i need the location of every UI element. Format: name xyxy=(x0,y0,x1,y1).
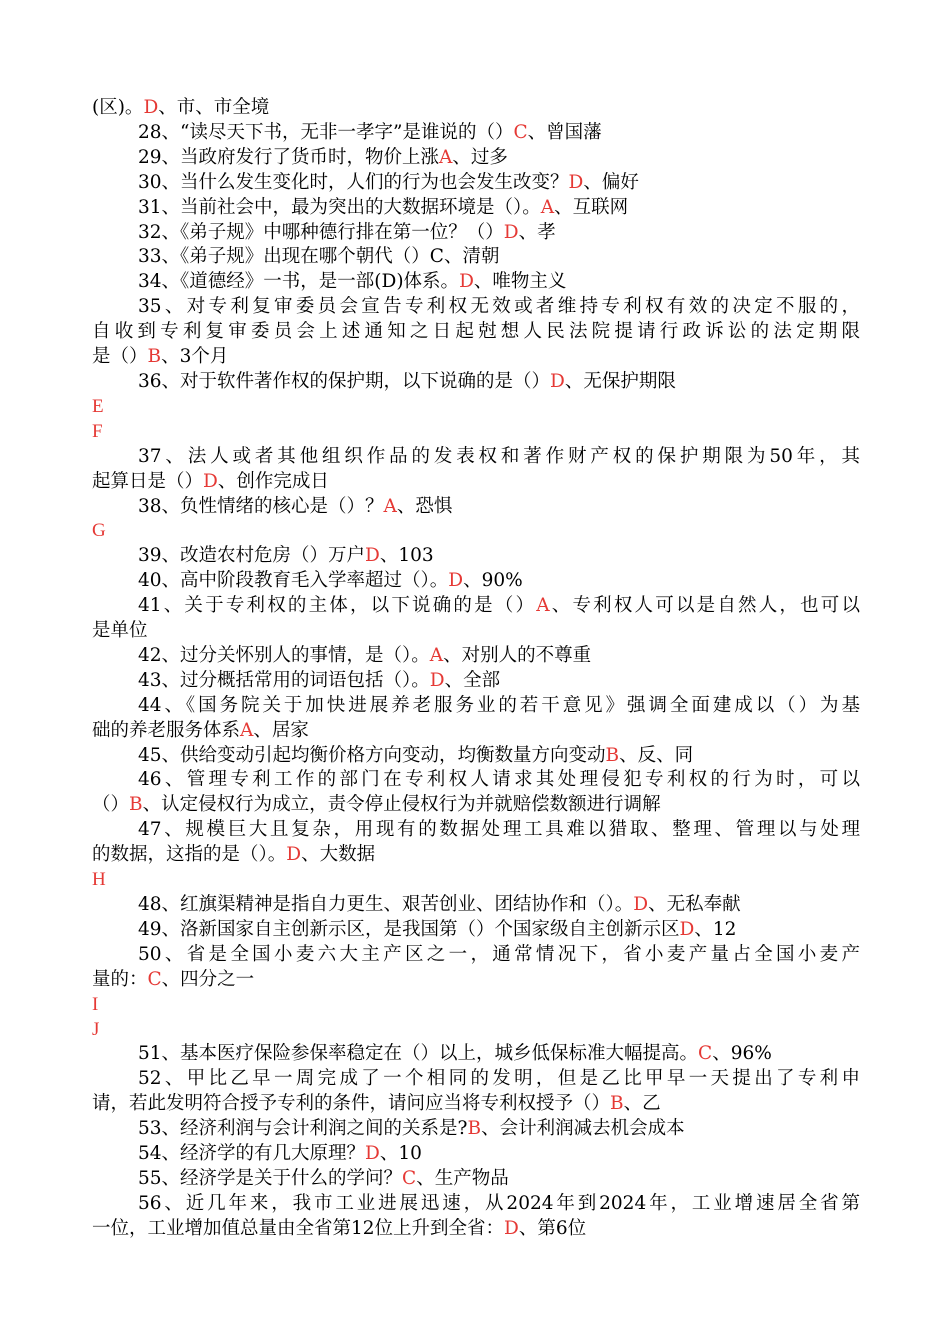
answer-letter: D xyxy=(429,669,445,691)
question-text: 56、近几年来，我市工业进展迅速，从2024年到2024年，工业增速居全省第 xyxy=(138,1192,860,1214)
question-line xyxy=(92,943,860,968)
answer-letter: C xyxy=(698,1043,713,1065)
question-text: 29、当政府发行了货币时，物价上涨 xyxy=(138,146,440,168)
answer-text: 、103 xyxy=(379,545,434,567)
answer-text: 、创作完成日 xyxy=(217,470,329,492)
answer-text: 、曾国藩 xyxy=(527,121,602,143)
answer-letter: D xyxy=(503,221,519,243)
question-line xyxy=(92,594,860,619)
question-text: 39、改造农村危房（）万户 xyxy=(138,545,366,567)
question-text: 47、规模巨大且复杂，用现有的数据处理工具难以猎取、整理、管理以与处理 xyxy=(138,819,860,841)
answer-letter: B xyxy=(129,794,143,816)
question-text: 55、经济学是关于什么的学问？ xyxy=(138,1167,403,1189)
question-text: 54、经济学的有几大原理？ xyxy=(138,1143,366,1165)
question-line xyxy=(92,1117,860,1142)
question-line xyxy=(92,744,860,769)
answer-letter: D xyxy=(633,894,649,915)
answer-letter: A xyxy=(536,595,550,617)
answer-letter: D xyxy=(459,271,474,293)
answer-text: 、无保护期限 xyxy=(564,370,676,392)
answer-letter: D xyxy=(203,470,218,492)
answer-text: 、认定侵权行为成立，责令停止侵权行为并就赔偿数额进行调解 xyxy=(142,794,661,816)
question-line xyxy=(92,470,860,495)
section-letter xyxy=(92,868,860,893)
section-letter-text: J xyxy=(92,1018,100,1040)
question-line xyxy=(92,918,860,943)
answer-text: 、全部 xyxy=(444,669,501,691)
answer-text: 、90% xyxy=(463,570,523,592)
section-letter-text: I xyxy=(92,993,99,1015)
question-line xyxy=(92,445,860,470)
question-line xyxy=(92,619,860,644)
answer-text: 、对别人的不尊重 xyxy=(443,644,592,666)
question-line xyxy=(92,719,860,744)
answer-letter: D xyxy=(504,1217,519,1239)
answer-letter: A xyxy=(383,495,397,517)
section-letter-text: E xyxy=(92,395,104,417)
question-text: （） xyxy=(92,794,130,816)
question-text: 40、高中阶段教育毛入学率超过（）。 xyxy=(138,570,449,592)
question-text: 31、当前社会中，最为突出的大数据环境是（）。 xyxy=(138,196,541,218)
answer-text: 、10 xyxy=(379,1143,422,1165)
question-text: 49、洛新国家自主创新示区，是我国第（）个国家级自主创新示区 xyxy=(138,918,680,940)
question-text: 53、经济利润与会计利润之间的关系是? xyxy=(138,1118,468,1140)
question-text: 28、“读尽天下书，无非一孝字”是谁说的（） xyxy=(138,121,514,143)
question-text: 起算日是（） xyxy=(92,470,204,492)
question-line xyxy=(92,196,860,221)
question-text: 34、《道德经》一书，是一部(D)体系。 xyxy=(138,271,460,293)
question-line xyxy=(92,121,860,146)
question-line xyxy=(92,694,860,719)
answer-text: 、会计利润减去机会成本 xyxy=(481,1118,685,1140)
answer-text: 、过多 xyxy=(452,146,508,168)
question-line xyxy=(92,320,860,345)
section-letter xyxy=(92,395,860,420)
answer-text: 、孝 xyxy=(518,221,556,243)
question-line xyxy=(92,370,860,395)
question-text: 43、过分概括常用的词语包括（）。 xyxy=(138,669,430,691)
question-line xyxy=(92,96,860,121)
question-line xyxy=(92,569,860,594)
question-text: 38、负性情绪的核心是（）？ xyxy=(138,495,384,517)
section-letter-text: H xyxy=(92,869,106,891)
question-line xyxy=(92,1167,860,1192)
section-letter xyxy=(92,993,860,1018)
question-line xyxy=(92,544,860,569)
question-text: 48、红旗渠精神是指自力更生、艰苦创业、团结协作和（）。 xyxy=(138,894,634,915)
question-text: 42、过分关怀别人的事情，是（）。 xyxy=(138,644,430,666)
question-text: 一位，工业增加值总量由全省第12位上升到全省： xyxy=(92,1217,505,1239)
document-body xyxy=(92,96,860,1242)
question-text: 50、省是全国小麦六大主产区之一，通常情况下，省小麦产量占全国小麦产 xyxy=(138,943,860,965)
question-text: 请，若此发明符合授予专利的条件，请问应当将专利权授予（） xyxy=(92,1093,611,1115)
question-text: 30、当什么发生变化时，人们的行为也会发生改变？ xyxy=(138,171,569,193)
question-text: 41、关于专利权的主体，以下说确的是（） xyxy=(138,595,537,617)
question-line xyxy=(92,818,860,843)
question-line xyxy=(92,644,860,669)
answer-letter: A xyxy=(439,146,453,168)
answer-letter: B xyxy=(467,1118,482,1140)
answer-text: 、12 xyxy=(694,918,737,940)
question-text: 是（） xyxy=(92,346,148,368)
answer-text: 、恐惧 xyxy=(396,495,453,517)
answer-letter: D xyxy=(550,370,565,392)
question-text: 量的： xyxy=(92,968,148,990)
answer-letter: C xyxy=(513,121,528,143)
answer-text: 、大数据 xyxy=(301,844,376,866)
answer-text: 、市、市全境 xyxy=(158,97,270,118)
answer-letter: C xyxy=(147,968,162,990)
answer-text: 、3个月 xyxy=(161,346,229,368)
section-letter-text: G xyxy=(92,520,106,542)
question-line xyxy=(92,495,860,520)
answer-letter: D xyxy=(286,844,302,866)
question-text: 46、管理专利工作的部门在专利权人请求其处理侵犯专利权的行为时，可以 xyxy=(138,769,860,791)
question-line xyxy=(92,1042,860,1067)
answer-letter: D xyxy=(143,97,159,118)
question-text: 是单位 xyxy=(92,620,148,642)
answer-text: 、无私奉献 xyxy=(648,894,741,915)
question-line xyxy=(92,669,860,694)
section-letter xyxy=(92,420,860,445)
answer-letter: C xyxy=(402,1167,417,1189)
question-line xyxy=(92,968,860,993)
question-text: 础的养老服务体系 xyxy=(92,719,241,741)
section-letter xyxy=(92,519,860,544)
question-line xyxy=(92,1092,860,1117)
question-line xyxy=(92,295,860,320)
answer-text: 、居家 xyxy=(253,719,309,741)
question-text: 51、基本医疗保险参保率稳定在（）以上，城乡低保标准大幅提高。 xyxy=(138,1043,699,1065)
question-line xyxy=(92,793,860,818)
answer-text: 、专利权人可以是自然人，也可以 xyxy=(549,595,860,617)
answer-letter: A xyxy=(240,719,254,741)
answer-letter: D xyxy=(365,1143,380,1165)
question-line xyxy=(92,221,860,246)
question-text: 37、法人或者其他组织作品的发表权和著作财产权的保护期限为50年，其 xyxy=(138,445,860,467)
answer-text: 、96% xyxy=(712,1043,772,1065)
question-text: 36、对于软件著作权的保护期，以下说确的是（） xyxy=(138,370,551,392)
answer-letter: B xyxy=(610,1093,624,1115)
answer-letter: D xyxy=(448,570,464,592)
answer-text: 、互联网 xyxy=(554,196,629,218)
question-line xyxy=(92,270,860,295)
section-letter-text: F xyxy=(92,420,103,442)
question-line xyxy=(92,1067,860,1092)
answer-text: 、反、同 xyxy=(619,744,694,766)
question-text: 自收到专利复审委员会上述通知之日起尅想人民法院提请行政诉讼的法定期限 xyxy=(92,321,860,343)
answer-letter: B xyxy=(605,744,620,766)
question-line xyxy=(92,893,860,918)
question-line xyxy=(92,768,860,793)
question-text: 33、《弟子规》出现在哪个朝代（）C、清朝 xyxy=(138,246,500,268)
question-line xyxy=(92,1217,860,1242)
answer-text: 、四分之一 xyxy=(161,968,255,990)
question-line xyxy=(92,1142,860,1167)
answer-letter: A xyxy=(429,644,444,666)
section-letter xyxy=(92,1018,860,1043)
question-text: 35、对专利复审委员会宣告专利权无效或者维持专利权有效的决定不服的， xyxy=(138,296,860,318)
question-line xyxy=(92,245,860,270)
question-text: 44、《国务院关于加快进展养老服务业的若干意见》强调全面建成以（）为基 xyxy=(138,694,860,716)
question-line xyxy=(92,171,860,196)
answer-letter: B xyxy=(147,346,162,368)
answer-text: 、偏好 xyxy=(583,171,639,193)
answer-letter: D xyxy=(679,918,695,940)
question-line xyxy=(92,1192,860,1217)
question-text: 45、供给变动引起均衡价格方向变动，均衡数量方向变动 xyxy=(138,744,606,766)
question-line xyxy=(92,345,860,370)
answer-letter: D xyxy=(568,171,584,193)
question-text: 的数据，这指的是（）。 xyxy=(92,844,287,866)
answer-letter: D xyxy=(365,545,380,567)
question-line xyxy=(92,146,860,171)
answer-text: 、第6位 xyxy=(518,1217,587,1239)
answer-text: 、生产物品 xyxy=(416,1167,509,1189)
answer-letter: A xyxy=(540,196,555,218)
question-line xyxy=(92,843,860,868)
answer-text: 、唯物主义 xyxy=(473,271,567,293)
question-text: 52、甲比乙早一周完成了一个相同的发明，但是乙比甲早一天提出了专利申 xyxy=(138,1068,860,1090)
question-text: (区)。 xyxy=(92,97,144,118)
question-text: 32、《弟子规》中哪种德行排在第一位？（） xyxy=(138,221,504,243)
answer-text: 、乙 xyxy=(623,1093,661,1115)
